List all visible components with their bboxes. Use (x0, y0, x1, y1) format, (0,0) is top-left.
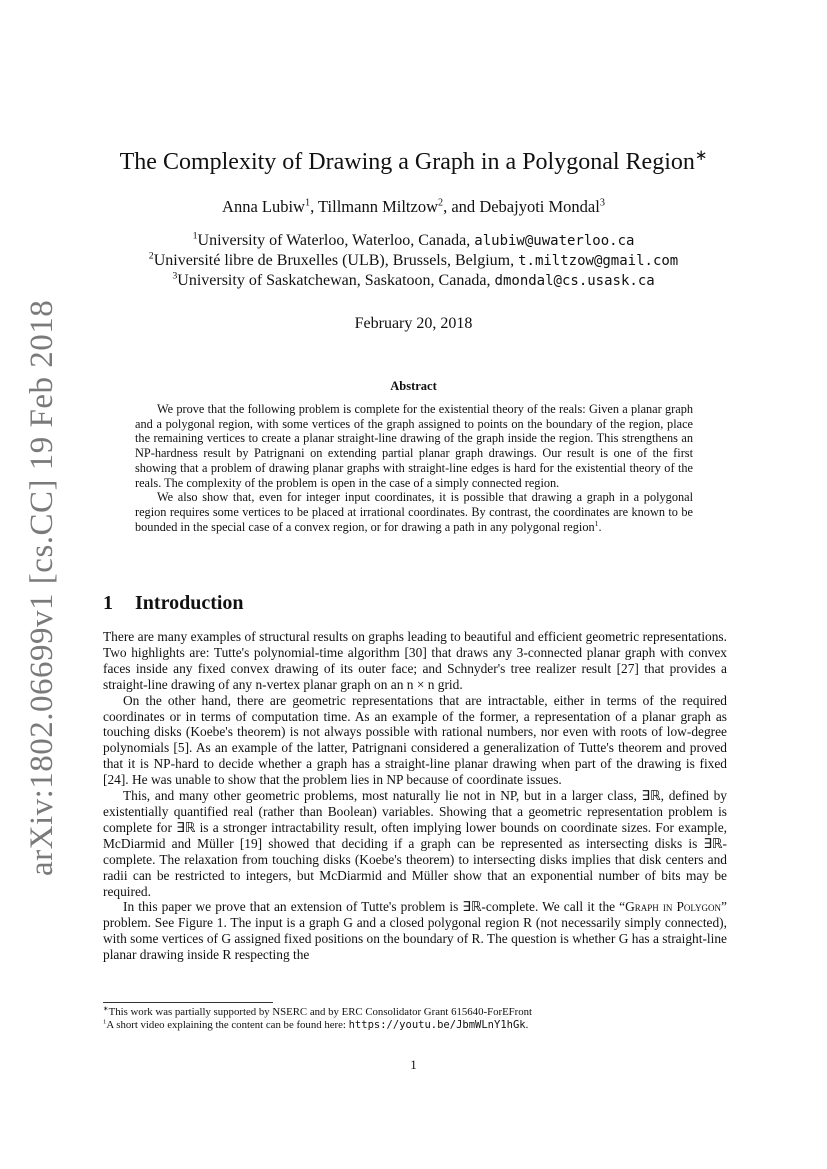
body-paragraph: In this paper we prove that an extension of Tutte's problem is ∃ℝ-complete. We call it the “Graph in Polygon” problem. See Figure 1. The input is a graph G and a closed polygonal region R (not necessarily simply connected), with some vertices of G assigned fixed positions on the boundary of R. The question is whether G has a straight-line planar drawing inside R respecting the (103, 899, 727, 963)
section-body (103, 629, 727, 963)
section-heading: 1 Introduction (103, 592, 244, 614)
page-number: 1 (410, 1057, 417, 1072)
body-paragraph: There are many examples of structural results on graphs leading to beautiful and efficient geometric representations. Two highlights are: Tutte's polynomial-time algorithm [30] that draws any 3-connected planar graph with convex faces inside any fixed convex drawing of its outer face; and Schnyder's tree realizer result [27] that provides a straight-line drawing of any n-vertex planar graph on an n × n grid. (103, 629, 727, 692)
affiliations (0, 231, 827, 291)
author: Tillmann Miltzow (318, 197, 438, 216)
abstract-paragraph: We prove that the following problem is complete for the existential theory of the reals: Given a planar graph and a polygonal region, with some vertices of the graph assigned to points on the boundary of the region, place the remaining vertices to create a planar straight-line drawing of the graph inside the region. This strengthens an NP-hardness result by Patrignani on extending partial planar graph drawings. Our result is one of the first showing that a problem of drawing planar graphs with straight-line edges is hard for the existential theory of the reals. The complexity of the problem is open in the case of a simply connected region. (135, 402, 693, 490)
footnote: ∗This work was partially supported by NSERC and by ERC Consolidator Grant 615640-ForEFront (103, 1005, 533, 1018)
body-paragraph: On the other hand, there are geometric representations that are intractable, either in terms of the required coordinates or in terms of computation time. As an example of the former, a representation of a planar graph as touching disks (Koebe's theorem) is not always possible with rational numbers, nor even with roots of low-degree polynomials [5]. As an example of the latter, Patrignani considered a generalization of Tutte's theorem and proved that it is NP-hard to decide whether a graph has a straight-line planar drawing when part of the drawing is fixed [24]. He was unable to show that the problem lies in NP because of coordinate issues. (103, 692, 727, 788)
body-paragraph: This, and many other geometric problems, most naturally lie not in NP, but in a larger class, ∃ℝ, defined by existentially quantified real (rather than Boolean) variables. Showing that a geometric representation problem is complete for ∃ℝ is a stronger intractability result, often implying lower bounds on coordinate sizes. For example, McDiarmid and Müller [19] showed that deciding if a graph can be represented as intersecting disks is ∃ℝ-complete. The relaxation from touching disks (Koebe's theorem) to intersecting disks implies that disk centers and radii can be restricted to integers, but McDiarmid and Müller show that an exponential number of bits may be required. (103, 788, 727, 899)
title-footnote-mark: ∗ (694, 148, 708, 164)
author: Debajyoti Mondal (479, 197, 600, 216)
email-link[interactable]: alubiw@uwaterloo.ca (474, 233, 635, 249)
abstract-paragraph: We also show that, even for integer input coordinates, it is possible that drawing a graph in a polygonal region requires some vertices to be placed at irrational coordinates. By contrast, the coordinates are known to be bounded in the special case of a convex region, or for drawing a path in any polygonal region$^1$. (135, 490, 693, 534)
paper-date: February 20, 2018 (354, 315, 473, 332)
footnote: $^1$A short video explaining the content can be found here: https://youtu.be/JbmWLnY1hGk. (103, 1018, 529, 1031)
footnote-rule (103, 1002, 273, 1003)
email-link[interactable]: t.miltzow@gmail.com (518, 253, 679, 269)
footnote-ref[interactable]: 1 (594, 518, 599, 528)
affiliation: $^1$University of Waterloo, Waterloo, Canada, alubiw@uwaterloo.ca (192, 230, 635, 249)
footnotes (103, 1006, 727, 1032)
affiliation: $^3$University of Saskatchewan, Saskatoon, Canada, dmondal@cs.usask.ca (172, 270, 655, 289)
paper-title: The Complexity of Drawing a Graph in a Polygonal Region∗ (119, 148, 708, 175)
author-list: Anna Lubiw$^1$, Tillmann Miltzow$^2$, and Debajyoti Mondal$^3$ (222, 197, 605, 216)
abstract-heading: Abstract (390, 379, 437, 393)
affiliation: $^2$Université libre de Bruxelles (ULB), Brussels, Belgium, t.miltzow@gmail.com (148, 250, 679, 269)
email-link[interactable]: dmondal@cs.usask.ca (494, 273, 655, 289)
abstract-body (135, 402, 693, 534)
author: Anna Lubiw (222, 197, 305, 216)
arxiv-identifier: arXiv:1802.06699v1 [cs.CC] 19 Feb 2018 (24, 299, 60, 876)
video-link[interactable]: https://youtu.be/JbmWLnY1hGk (348, 1019, 526, 1031)
